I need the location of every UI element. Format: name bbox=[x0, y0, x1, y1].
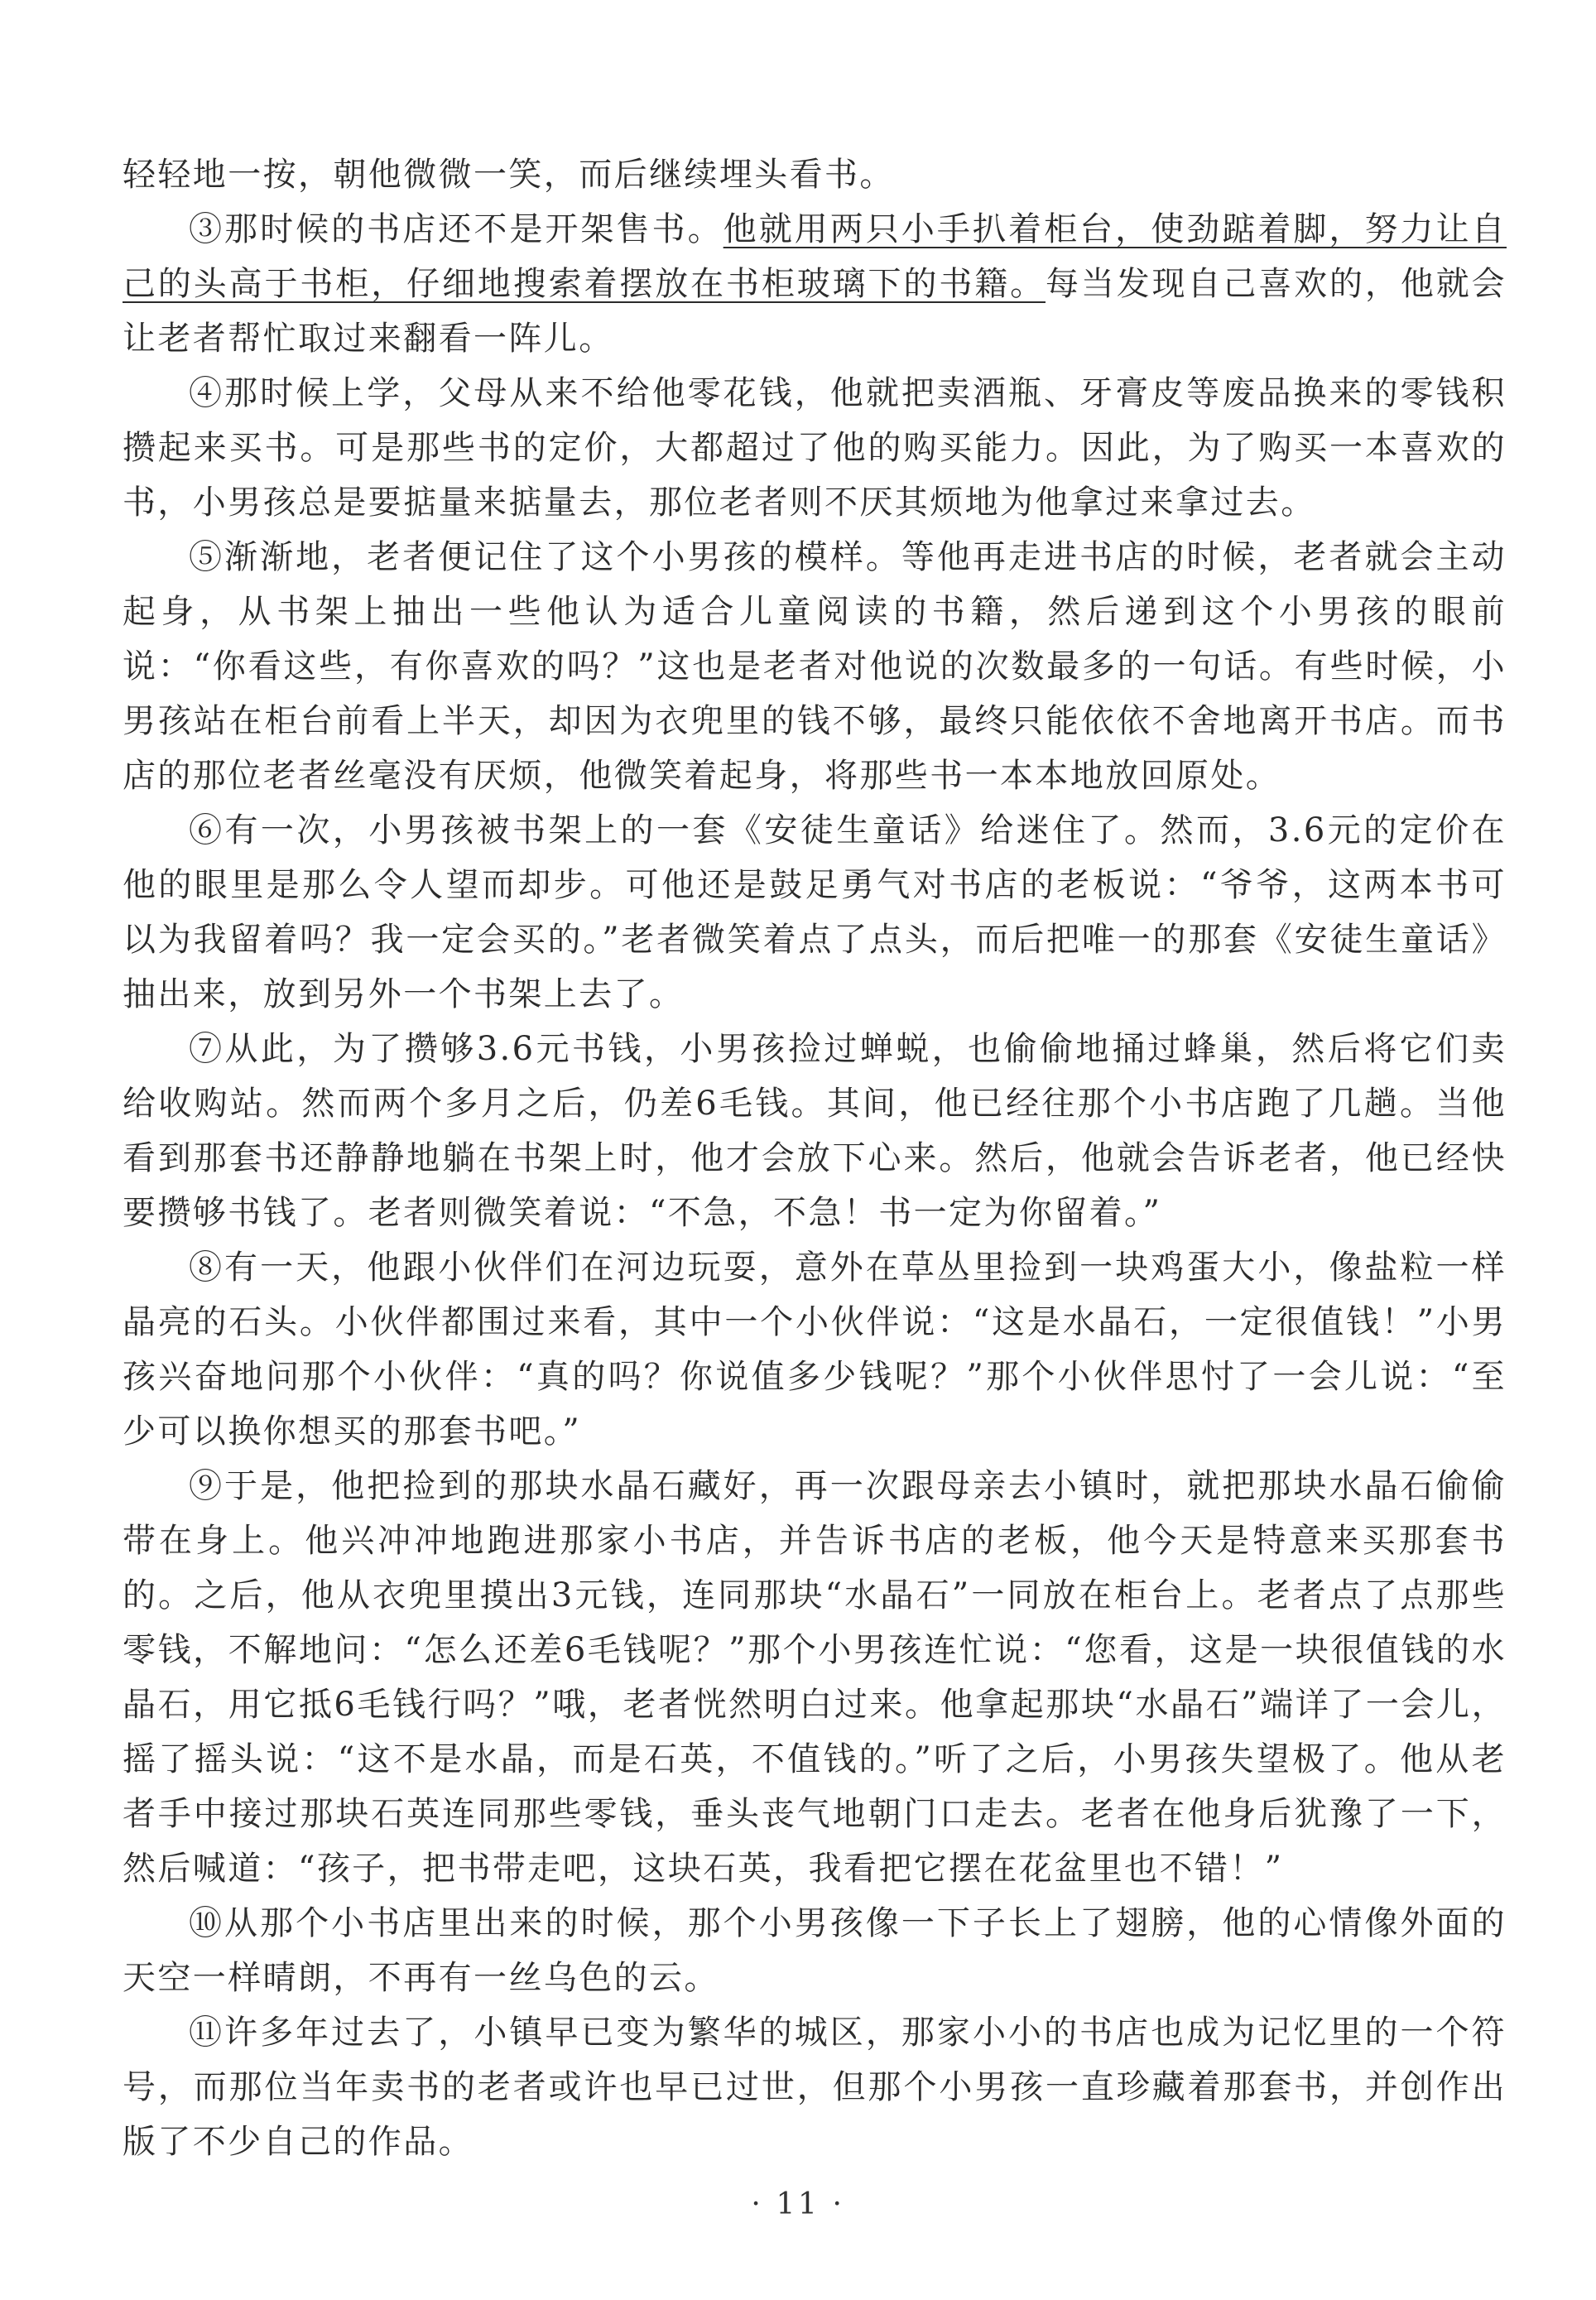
document-body bbox=[123, 147, 1507, 2169]
paragraph-11: ⑪许多年过去了，小镇早已变为繁华的城区，那家小小的书店也成为记忆里的一个符号，而那位当年卖书的老者或许也早已过世，但那个小男孩一直珍藏着那套书，并创作出版了不少自己的作品。 bbox=[123, 2014, 1507, 2161]
paragraph-7: ⑦从此，为了攒够3.6元书钱，小男孩捡过蝉蜕，也偷偷地捅过蜂巢，然后将它们卖给收购站。然而两个多月之后，仍差6毛钱。其间，他已经往那个小书店跑了几趟。当他看到那套书还静静地躺在书架上时，他才会放下心来。然后，他就会告诉老者，他已经快要攒够书钱了。老者则微笑着说：“不急，不急！书一定为你留着。” bbox=[123, 1030, 1507, 1232]
paragraph-10: ⑩从那个小书店里出来的时候，那个小男孩像一下子长上了翅膀，他的心情像外面的天空一样晴朗，不再有一丝乌色的云。 bbox=[123, 1904, 1507, 1997]
paragraph-3-underlined-sentence: 他就用两只小手扒着柜台，使劲踮着脚，努力让自己的头高于书柜，仔细地搜索着摆放在书柜玻璃下的书籍。 bbox=[123, 210, 1507, 303]
paragraph-4: ④那时候上学，父母从来不给他零花钱，他就把卖酒瓶、牙膏皮等废品换来的零钱积攒起来买书。可是那些书的定价，大都超过了他的购买能力。因此，为了购买一本喜欢的书，小男孩总是要掂量来掂量去，那位老者则不厌其烦地为他拿过来拿过去。 bbox=[123, 374, 1507, 522]
paragraph-6: ⑥有一次，小男孩被书架上的一套《安徒生童话》给迷住了。然而，3.6元的定价在他的眼里是那么令人望而却步。可他还是鼓足勇气对书店的老板说：“爷爷，这两本书可以为我留着吗？我一定会买的。”老者微笑着点了点头，而后把唯一的那套《安徒生童话》抽出来，放到另外一个书架上去了。 bbox=[123, 811, 1507, 1013]
paragraph-9: ⑨于是，他把捡到的那块水晶石藏好，再一次跟母亲去小镇时，就把那块水晶石偷偷带在身上。他兴冲冲地跑进那家小书店，并告诉书店的老板，他今天是特意来买那套书的。之后，他从衣兜里摸出3元钱，连同那块“水晶石”一同放在柜台上。老者点了点那些零钱，不解地问：“怎么还差6毛钱呢？”那个小男孩连忙说：“您看，这是一块很值钱的水晶石，用它抵6毛钱行吗？”哦，老者恍然明白过来。他拿起那块“水晶石”端详了一会儿，摇了摇头说：“这不是水晶，而是石英，不值钱的。”听了之后，小男孩失望极了。他从老者手中接过那块石英连同那些零钱，垂头丧气地朝门口走去。老者在他身后犹豫了一下，然后喊道：“孩子，把书带走吧，这块石英，我看把它摆在花盆里也不错！” bbox=[123, 1467, 1507, 1888]
paragraph-8: ⑧有一天，他跟小伙伴们在河边玩耍，意外在草丛里捡到一块鸡蛋大小，像盐粒一样晶亮的石头。小伙伴都围过来看，其中一个小伙伴说：“这是水晶石，一定很值钱！”小男孩兴奋地问那个小伙伴：“真的吗？你说值多少钱呢？”那个小伙伴思忖了一会儿说：“至少可以换你想买的那套书吧。” bbox=[123, 1249, 1507, 1451]
paragraph-continued: 轻轻地一按，朝他微微一笑，而后继续埋头看书。 bbox=[123, 156, 895, 194]
page-number: · 11 · bbox=[751, 2187, 845, 2221]
paragraph-3 bbox=[123, 202, 1507, 366]
paragraph-5: ⑤渐渐地，老者便记住了这个小男孩的模样。等他再走进书店的时候，老者就会主动起身，从书架上抽出一些他认为适合儿童阅读的书籍，然后递到这个小男孩的眼前说：“你看这些，有你喜欢的吗？”这也是老者对他说的次数最多的一句话。有些时候，小男孩站在柜台前看上半天，却因为衣兜里的钱不够，最终只能依依不舍地离开书店。而书店的那位老者丝毫没有厌烦，他微笑着起身，将那些书一本本地放回原处。 bbox=[123, 538, 1507, 795]
paragraph-3-lead: ③那时候的书店还不是开架售书。 bbox=[189, 210, 723, 248]
paragraph-3-tail: 每当发现自己喜欢的，他就会让老者帮忙取过来翻看一阵儿。 bbox=[123, 265, 1507, 358]
